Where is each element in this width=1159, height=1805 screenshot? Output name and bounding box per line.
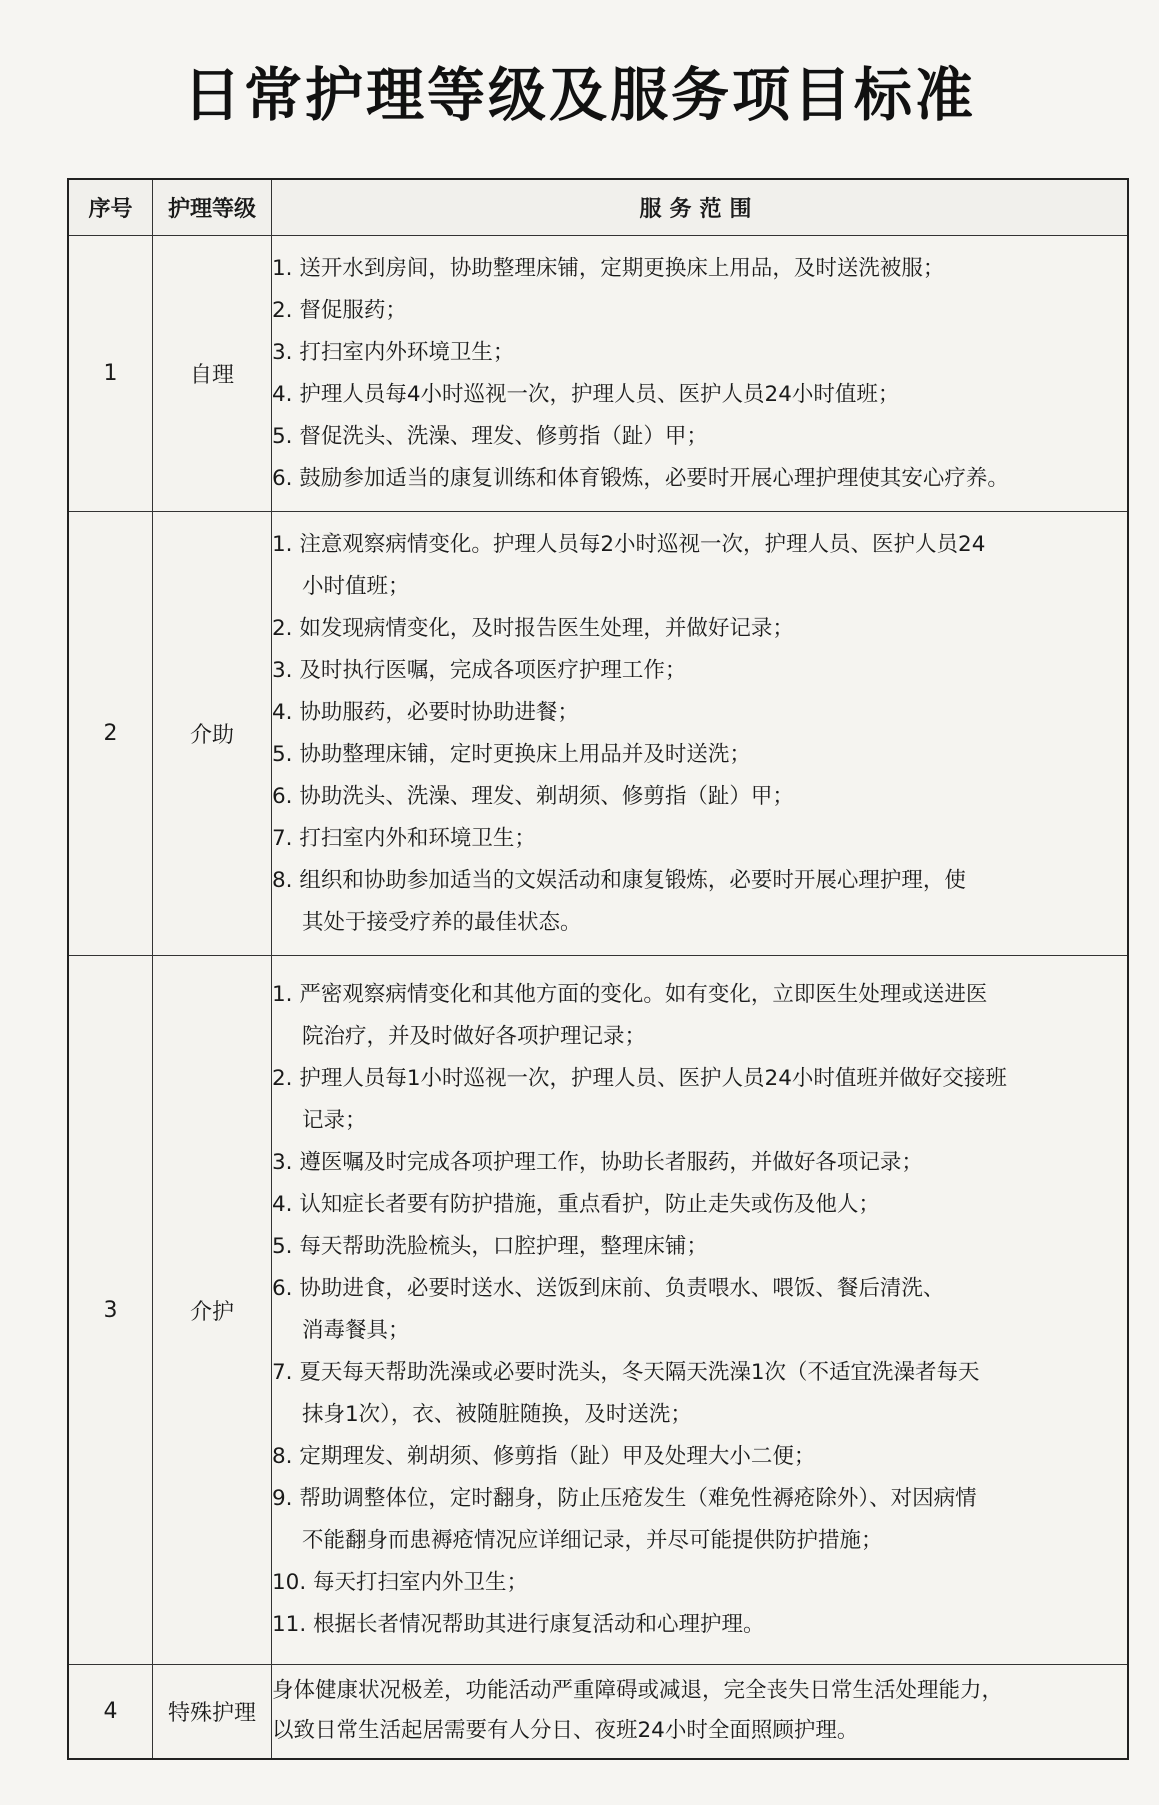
service-line: 1. 送开水到房间，协助整理床铺，定期更换床上用品，及时送洗被服； [272, 255, 945, 281]
service-line: 7. 夏天每天帮助洗澡或必要时洗头，冬天隔天洗澡1次（不适宜洗澡者每天 [272, 1360, 980, 1385]
service-scope [272, 512, 1129, 956]
description-line: 身体健康状况极差，功能活动严重障碍或减退，完全丧失日常生活处理能力， [272, 1678, 1004, 1704]
service-line: 11. 根据长者情况帮助其进行康复活动和心理护理。 [272, 1612, 765, 1637]
service-line: 7. 打扫室内外和环境卫生； [272, 825, 536, 851]
service-line: 3. 及时执行医嘱，完成各项医疗护理工作； [272, 657, 687, 683]
service-line: 1. 严密观察病情变化和其他方面的变化。如有变化，立即医生处理或送进医 [272, 982, 988, 1007]
header-scope [272, 179, 1129, 236]
service-item [272, 1268, 1127, 1352]
service-item [272, 1184, 1127, 1226]
service-line: 5. 每天帮助洗脸梳头，口腔护理，整理床铺； [272, 1234, 708, 1259]
service-description [272, 1671, 1127, 1751]
service-item [272, 608, 1127, 650]
table-header-row [68, 179, 1128, 236]
service-line: 9. 帮助调整体位，定时翻身，防止压疮发生（难免性褥疮除外）、对因病情 [272, 1486, 977, 1511]
service-line: 4. 护理人员每4小时巡视一次，护理人员、医护人员24小时值班； [272, 381, 900, 407]
service-scope [272, 956, 1129, 1665]
service-item [272, 860, 1127, 944]
service-item [272, 1604, 1127, 1646]
service-item [272, 1436, 1127, 1478]
service-line: 3. 遵医嘱及时完成各项护理工作，协助长者服药，并做好各项记录； [272, 1150, 923, 1175]
care-level-table [67, 178, 1129, 1760]
service-line-continued: 院治疗，并及时做好各项护理记录； [302, 1024, 647, 1049]
header-scope-label: 服务范围 [639, 197, 760, 222]
row-number: 2 [68, 512, 153, 956]
table-row [68, 1665, 1128, 1759]
service-line-continued: 抹身1次），衣、被随脏随换，及时送洗； [302, 1402, 692, 1427]
service-item [272, 776, 1127, 818]
table-row [68, 956, 1128, 1665]
service-item [272, 974, 1127, 1058]
service-item [272, 1058, 1127, 1142]
service-scope [272, 236, 1129, 512]
service-item [272, 248, 1127, 290]
care-level: 介助 [153, 512, 272, 956]
service-line-continued: 消毒餐具； [302, 1318, 410, 1343]
table-row [68, 236, 1128, 512]
care-level: 自理 [153, 236, 272, 512]
service-line: 4. 协助服药，必要时协助进餐； [272, 699, 579, 725]
service-item [272, 734, 1127, 776]
service-line: 3. 打扫室内外环境卫生； [272, 339, 515, 365]
service-line-continued: 小时值班； [302, 573, 410, 599]
service-line: 8. 定期理发、剃胡须、修剪指（趾）甲及处理大小二便； [272, 1444, 816, 1469]
care-level: 特殊护理 [153, 1665, 272, 1759]
service-scope [272, 1665, 1129, 1759]
service-item [272, 692, 1127, 734]
service-item [272, 650, 1127, 692]
service-item [272, 1478, 1127, 1562]
service-line: 4. 认知症长者要有防护措施，重点看护，防止走失或伤及他人； [272, 1192, 880, 1217]
service-line: 6. 协助进食，必要时送水、送饭到床前、负责喂水、喂饭、餐后清洗、 [272, 1276, 945, 1301]
service-line-continued: 不能翻身而患褥疮情况应详细记录，并尽可能提供防护措施； [302, 1528, 883, 1553]
service-item [272, 1226, 1127, 1268]
service-item [272, 332, 1127, 374]
service-line-continued: 记录； [302, 1108, 367, 1133]
service-line: 6. 协助洗头、洗澡、理发、剃胡须、修剪指（趾）甲； [272, 783, 794, 809]
service-item [272, 458, 1127, 500]
page-title: 日常护理等级及服务项目标准 [182, 61, 976, 129]
service-item [272, 416, 1127, 458]
service-line: 5. 督促洗头、洗澡、理发、修剪指（趾）甲； [272, 423, 708, 449]
row-number: 3 [68, 956, 153, 1665]
service-item [272, 1352, 1127, 1436]
service-line: 5. 协助整理床铺，定时更换床上用品并及时送洗； [272, 741, 751, 767]
row-number: 1 [68, 236, 153, 512]
row-number: 4 [68, 1665, 153, 1759]
service-line-continued: 其处于接受疗养的最佳状态。 [302, 909, 582, 935]
table-row [68, 512, 1128, 956]
service-line: 2. 护理人员每1小时巡视一次，护理人员、医护人员24小时值班并做好交接班 [272, 1066, 1007, 1091]
header-no: 序号 [68, 179, 153, 236]
service-line: 6. 鼓励参加适当的康复训练和体育锻炼，必要时开展心理护理使其安心疗养。 [272, 465, 1009, 491]
service-line: 2. 督促服药； [272, 297, 407, 323]
service-item [272, 1562, 1127, 1604]
service-line: 1. 注意观察病情变化。护理人员每2小时巡视一次，护理人员、医护人员24 [272, 531, 986, 557]
description-line: 以致日常生活起居需要有人分日、夜班24小时全面照顾护理。 [272, 1718, 859, 1744]
service-line: 2. 如发现病情变化，及时报告医生处理，并做好记录； [272, 615, 794, 641]
header-level: 护理等级 [153, 179, 272, 236]
service-item [272, 1142, 1127, 1184]
service-line: 8. 组织和协助参加适当的文娱活动和康复锻炼，必要时开展心理护理，使 [272, 867, 966, 893]
care-level: 介护 [153, 956, 272, 1665]
service-item [272, 818, 1127, 860]
service-item [272, 524, 1127, 608]
service-item [272, 290, 1127, 332]
service-line: 10. 每天打扫室内外卫生； [272, 1570, 529, 1595]
service-item [272, 374, 1127, 416]
